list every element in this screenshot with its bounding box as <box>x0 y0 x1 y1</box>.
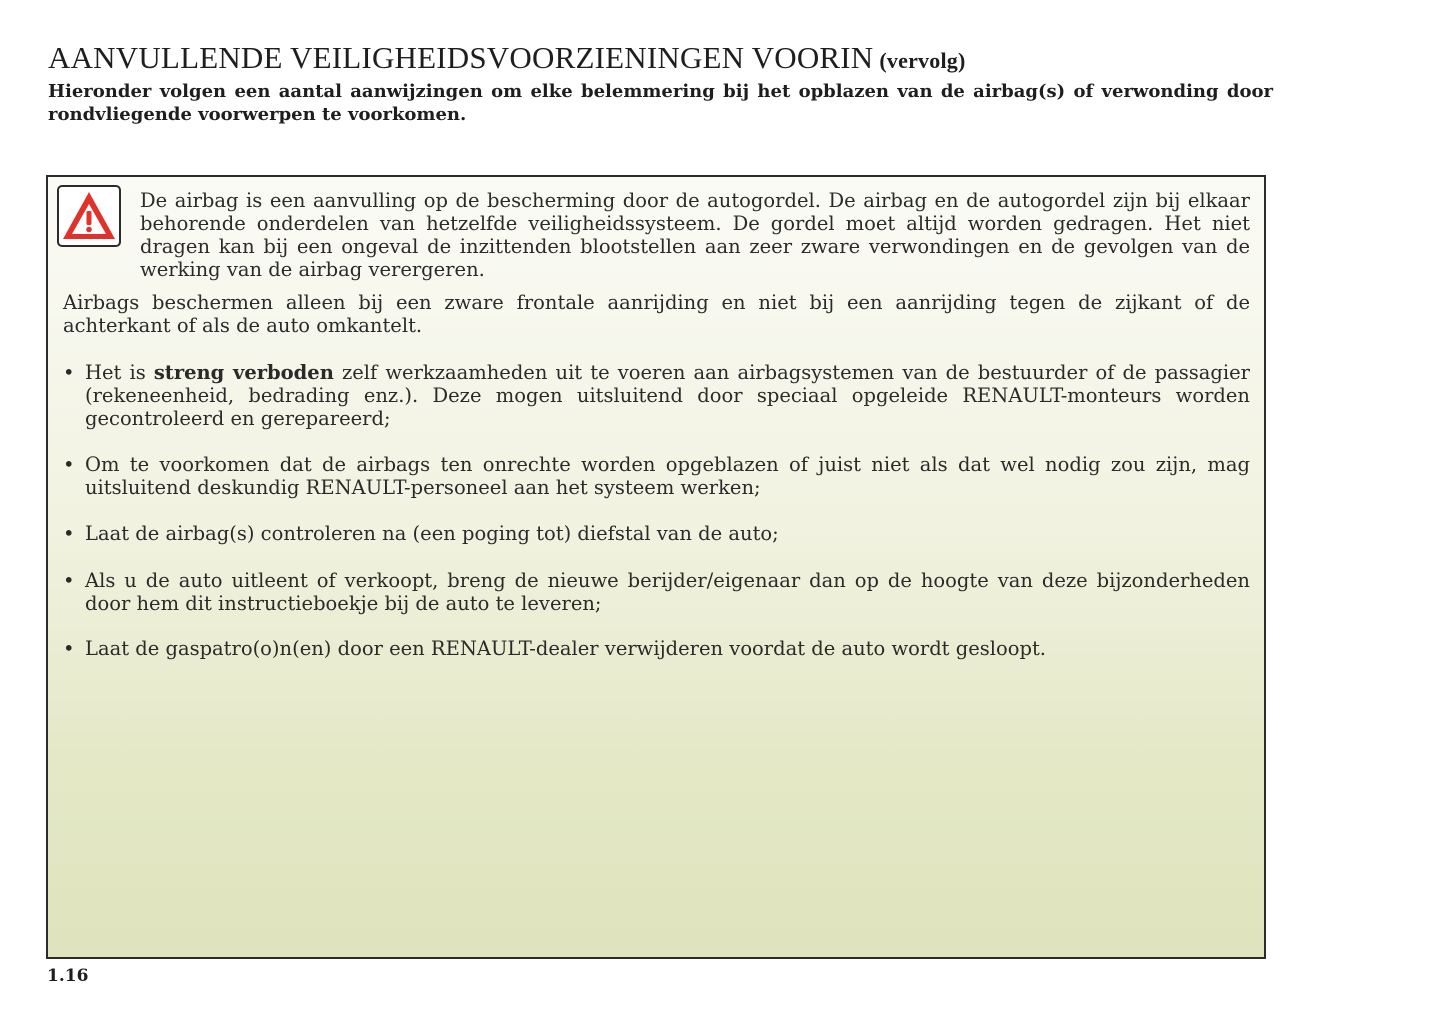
airbag-protection-paragraph: Airbags beschermen alleen bij een zware frontale aanrijding en niet bij een aanrijding tegen de zijkant of de achterkant of als de auto omkantelt. <box>63 291 1250 337</box>
page-title-main: AANVULLENDE VEILIGHEIDSVOORZIENINGEN VOORIN <box>48 40 874 75</box>
bullet-dot: • <box>63 637 75 660</box>
list-item <box>63 453 1250 499</box>
list-item-text: Om te voorkomen dat de airbags ten onrechte worden opgeblazen of juist niet als dat wel nodig zou zijn, mag uitsluitend deskundig RENAULT-personeel aan het systeem werken; <box>85 453 1250 499</box>
bullet-dot: • <box>63 522 75 545</box>
emphasis-text: streng verboden <box>153 361 334 384</box>
bullet-dot: • <box>63 361 75 384</box>
page-number: 1.16 <box>47 966 89 986</box>
warning-text: De airbag is een aanvulling op de bescherming door de autogordel. De airbag en de autogordel zijn bij elkaar behorende onderdelen van hetzelfde veiligheidssysteem. De gordel moet altijd worden gedragen. Het niet dragen kan bij een ongeval de inzittenden blootstellen aan zeer zware verwondingen en de gevolgen van de werking van de airbag verergeren. <box>140 189 1250 281</box>
list-item <box>63 569 1250 615</box>
warning-triangle-icon <box>57 185 121 247</box>
bullet-dot: • <box>63 569 75 592</box>
warning-box <box>46 175 1266 959</box>
page-title <box>48 40 966 76</box>
list-item-text-end: zelf werkzaamheden uit te voeren aan airbagsystemen van de bestuurder of de passagier (rekeneenheid, bedrading enz.). Deze mogen uitsluitend door speciaal opgeleide RENAULT-monteurs worden gecontroleerd en gerepareerd; <box>85 361 1250 430</box>
list-item <box>63 637 1250 660</box>
bullet-dot: • <box>63 453 75 476</box>
list-item <box>63 361 1250 430</box>
list-item-text <box>85 361 1250 430</box>
list-item-text-start: Het is <box>85 361 154 384</box>
list-item-text: Als u de auto uitleent of verkoopt, breng de nieuwe berijder/eigenaar dan op de hoogte van deze bijzonderheden door hem dit instructieboekje bij de auto te leveren; <box>85 569 1250 615</box>
list-item-text: Laat de airbag(s) controleren na (een poging tot) diefstal van de auto; <box>85 522 779 545</box>
list-item <box>63 522 1250 545</box>
intro-text: Hieronder volgen een aantal aanwijzingen om elke belemmering bij het opblazen van de airbag(s) of verwonding door rondvliegende voorwerpen te voorkomen. <box>48 81 1273 125</box>
list-item-text: Laat de gaspatro(o)n(en) door een RENAULT-dealer verwijderen voordat de auto wordt gesloopt. <box>85 637 1046 660</box>
page-title-suffix: (vervolg) <box>879 48 966 73</box>
